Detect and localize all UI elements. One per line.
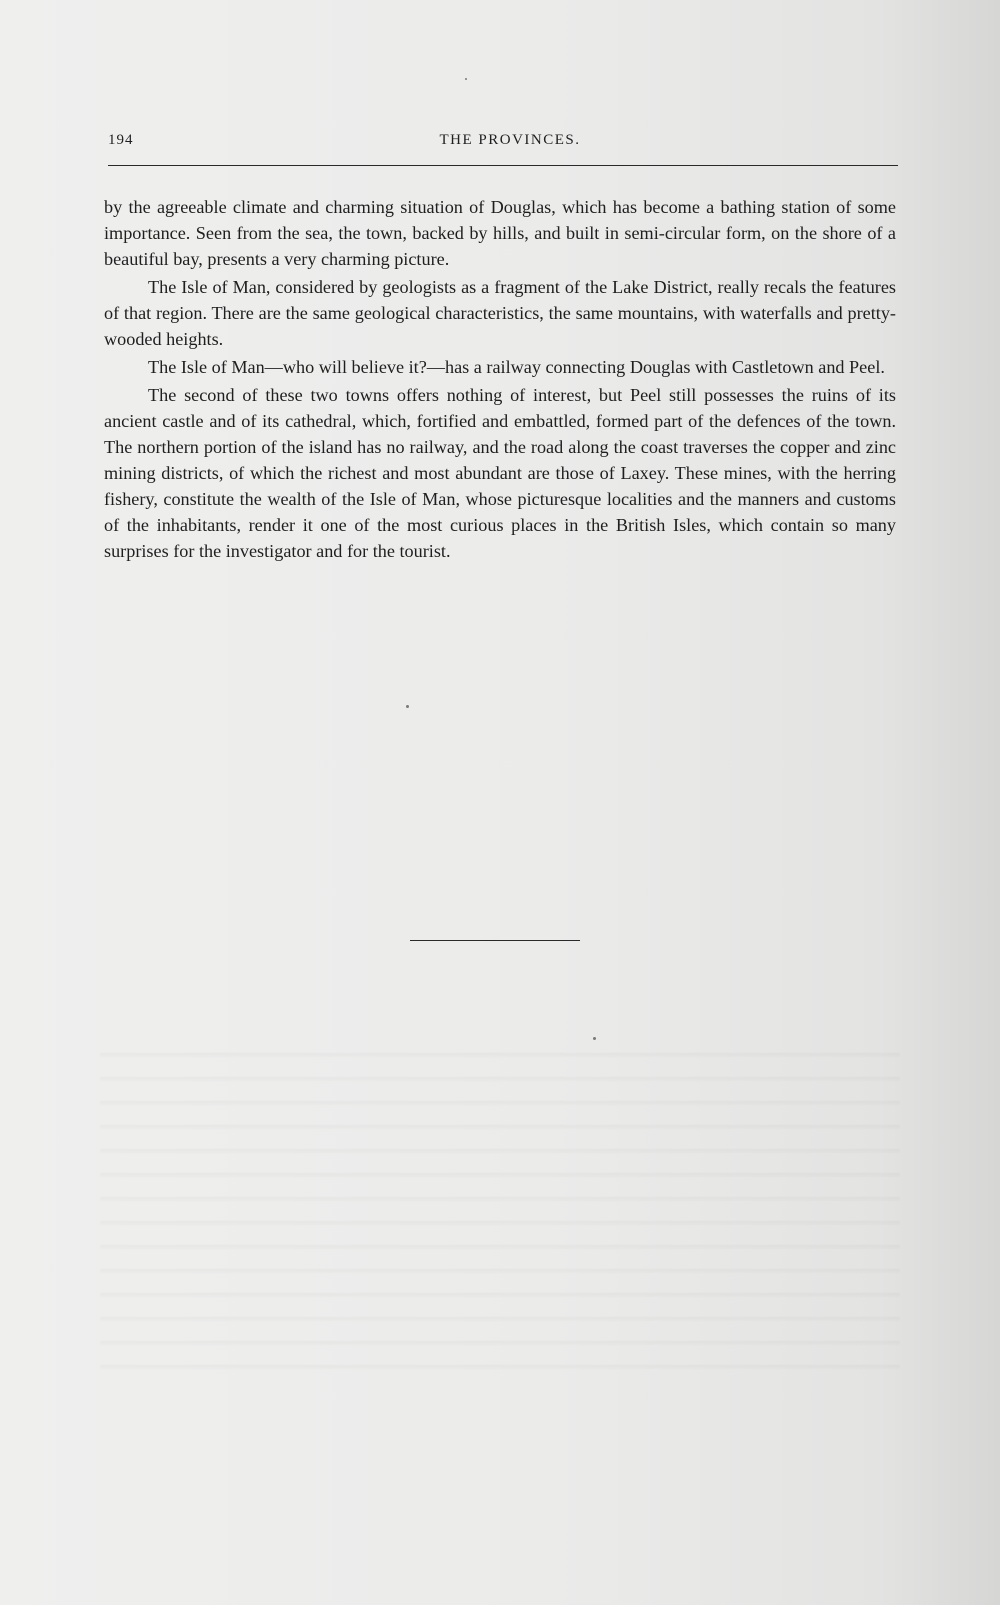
paper-speck (593, 1037, 596, 1040)
paragraph-4: The second of these two towns offers nothing of interest, but Peel still possesses the ruins of its ancient castle and of its cathedral, which, fortified and embattled, formed part of the defences of the town. The northern portion of the island has no railway, and the road along the coast traverses the copper and zinc mining districts, of which the richest and most abundant are those of Laxey. These mines, with the herring fishery, constitute the wealth of the Isle of Man, whose picturesque localities and the manners and customs of the inhabitants, render it one of the most curious places in the British Isles, which contain so many surprises for the investigator and for the tourist. (104, 385, 896, 561)
paper-speck (406, 705, 409, 708)
running-head (108, 132, 898, 156)
paragraph-2: The Isle of Man, considered by geologists as a fragment of the Lake District, really recals the features of that region. There are the same geological characteristics, the same mountains, with waterfalls and pretty-wooded heights. (104, 277, 896, 349)
header-rule (108, 165, 898, 166)
running-title: THE PROVINCES. (439, 132, 581, 148)
paragraph-1: by the agreeable climate and charming situation of Douglas, which has become a bathing station of some importance. Seen from the sea, the town, backed by hills, and built in semi-circular form, on the shore of a beautiful bay, presents a very charming picture. (104, 197, 896, 269)
page-number: 194 (108, 132, 134, 148)
end-of-chapter-rule (410, 940, 580, 941)
paper-speck (465, 78, 467, 80)
body-text (104, 194, 896, 566)
paragraph-3: The Isle of Man—who will believe it?—has a railway connecting Douglas with Castletown and Peel. (148, 357, 885, 377)
bleed-through-shadow (100, 1040, 900, 1370)
